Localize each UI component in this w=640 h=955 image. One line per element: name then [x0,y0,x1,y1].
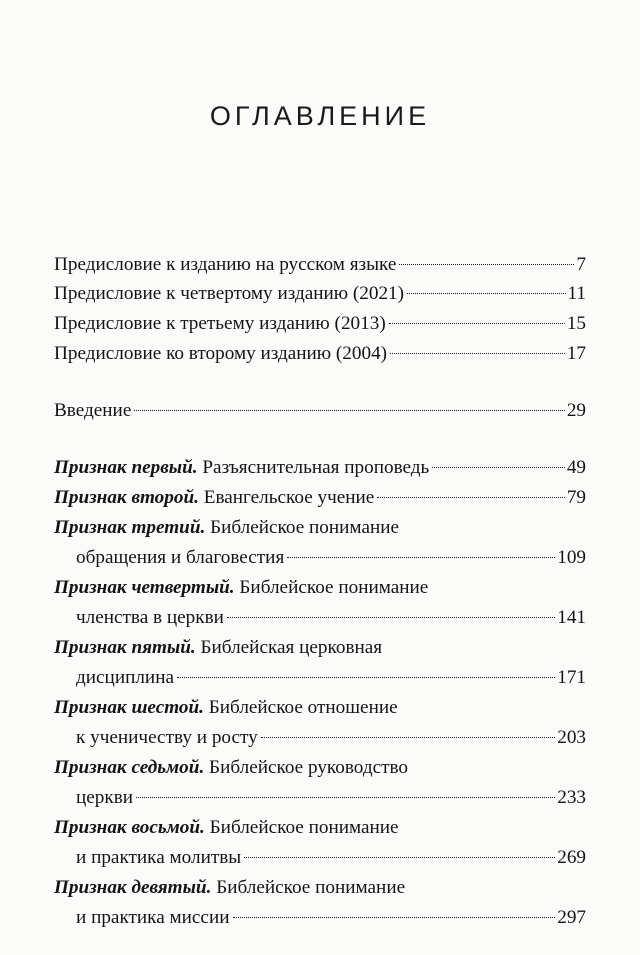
mark-label: Признак третий. [54,517,206,538]
toc-entry[interactable] [54,573,586,633]
toc-entry[interactable] [54,453,586,483]
entry-title-continued: и практика миссии [76,907,230,928]
page-number: 171 [557,667,586,688]
page-number: 15 [566,313,586,334]
entry-title-continued: и практика молитвы [76,847,242,868]
mark-label: Признак первый. [54,457,198,478]
dot-leader [390,353,565,354]
page-number: 79 [566,487,586,508]
page-number: 11 [567,283,586,304]
entry-title-continued: обращения и благовестия [76,547,285,568]
entry-title: Библейское понимание [239,577,429,598]
dot-leader [389,323,565,324]
toc-entry[interactable] [54,250,586,279]
toc-entry[interactable] [54,693,586,753]
mark-label: Признак пятый. [54,637,196,658]
dot-leader [227,617,555,618]
entry-title: Библейское понимание [216,877,406,898]
toc-entry[interactable] [54,513,586,573]
mark-label: Признак шестой. [54,697,204,718]
toc-entry-introduction[interactable] [54,396,586,426]
toc-entry[interactable] [54,339,586,369]
entry-title-continued: к ученичеству и росту [76,727,258,748]
dot-leader [407,293,565,294]
entry-title: Разъяснительная проповедь [202,457,430,478]
toc-entry[interactable] [54,813,586,873]
mark-label: Признак четвертый. [54,577,235,598]
toc-entry[interactable] [54,873,586,933]
entry-title: Предисловие к изданию на русском языке [54,254,397,275]
page-number: 29 [566,400,586,421]
entry-title: Библейское понимание [209,817,399,838]
toc-entry[interactable] [54,753,586,813]
entry-title-continued: церкви [76,787,134,808]
page-title: ОГЛАВЛЕНИЕ [209,101,431,131]
toc-entry[interactable] [54,633,586,693]
prefaces-section [54,250,586,369]
entry-title: Предисловие к четвертому изданию (2021) [54,283,405,304]
dot-leader [261,737,555,738]
entry-title: Предисловие к третьему изданию (2013) [54,313,386,334]
page-number: 7 [576,254,586,275]
entry-title-continued: членства в церкви [76,607,224,628]
entry-title: Библейская церковная [200,637,383,658]
page-number: 17 [566,343,586,364]
entry-title: Введение [54,400,132,421]
entry-title: Библейское руководство [209,757,409,778]
entry-title: Евангельское учение [203,487,375,508]
mark-label: Признак седьмой. [54,757,205,778]
dot-leader [136,797,555,798]
page-number: 141 [557,607,586,628]
entry-title: Предисловие ко второму изданию (2004) [54,343,388,364]
dot-leader [134,410,564,411]
entry-title: Библейское понимание [210,517,400,538]
page-number: 297 [557,907,586,928]
dot-leader [399,264,574,265]
toc-entry[interactable] [54,309,586,339]
entry-title: Библейское отношение [208,697,398,718]
page-number: 109 [557,547,586,568]
mark-label: Признак девятый. [54,877,212,898]
toc-entry[interactable] [54,483,586,513]
dot-leader [432,467,565,468]
dot-leader [377,497,564,498]
mark-label: Признак второй. [54,487,199,508]
page-number: 49 [566,457,586,478]
page-number: 269 [557,847,586,868]
page-number: 233 [557,787,586,808]
toc-entry[interactable] [54,279,586,309]
dot-leader [177,677,555,678]
page-number: 203 [557,727,586,748]
dot-leader [287,557,555,558]
dot-leader [244,857,555,858]
entry-title-continued: дисциплина [76,667,174,688]
table-of-contents [54,250,586,933]
marks-section [54,453,586,933]
mark-label: Признак восьмой. [54,817,205,838]
dot-leader [233,917,556,918]
